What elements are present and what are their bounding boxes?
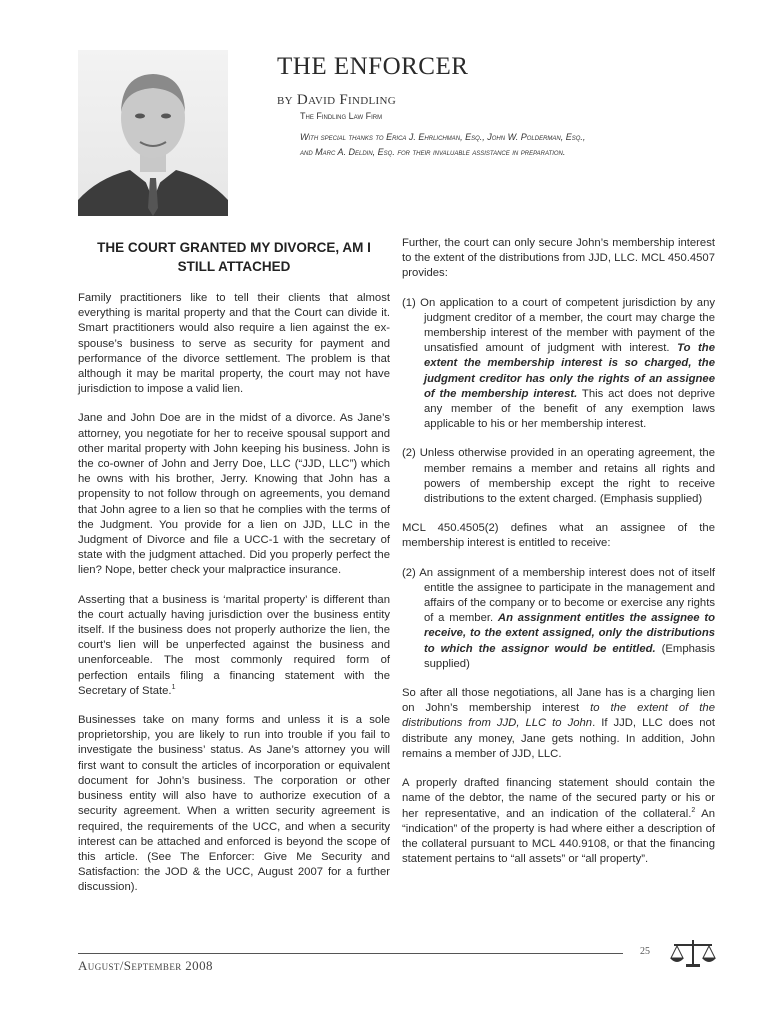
paragraph: Jane and John Doe are in the midst of a divorce. As Jane’s attorney, you negotiate for her to receive spousal support and other marital property with John keeping his business. John is the co-owner of John and Jerry Doe, LLC (“JJD, LLC”) which he owns with his brother, Jerry. Knowing that John has a propensity to not follow through on agreements, you demand that John agree to a lien so that he complies with the terms of the Judgment. You provide for a lien on JJD, LLC in the Judgment of Divorce and file a UCC-1 with the secretary of state with the judgment attached. Did you properly perfect the lien? Nope, better check your malpractice insurance. (78, 412, 390, 577)
footnote-marker: 2 (691, 806, 696, 814)
statute-quote (402, 296, 715, 433)
paragraph (402, 686, 715, 762)
quote-emphasis: To the extent the membership interest is so charged, the judgment creditor has only the rights of an assignee of the membership interest. (424, 342, 715, 400)
paragraph-text: An “indication” of the property is had where either a description of the collateral pursuant to MCL 440.9108, or that the financing statement pertains to “all assets” or “all property”. (402, 807, 715, 866)
paragraph (78, 593, 390, 699)
acknowledgements (300, 130, 690, 160)
paragraph-text: Asserting that a business is ‘marital property’ is different than the court actually having jurisdiction over the business entity itself. If the business does not properly authorize the lien, the court’s lien will be unperfected against the business and unenforceable. The most commonly required form of perfection entails filing a financing statement with the Secretary of State. (78, 593, 390, 697)
footer-rule (78, 953, 623, 954)
paragraph-italic: to the extent of the distributions from JJD, LLC to John (402, 702, 715, 730)
paragraph (402, 776, 715, 867)
paragraph: Businesses take on many forms and unless it is a sole proprietorship, you are likely to run into trouble if you fail to investigate the business’ status. As Jane’s attorney you will first want to consult the articles of incorporation or equivalent document for John’s business. The corporation or other business entity will also have to authorize execution of a security agreement. When a written security agreement is required, the requirements of the UCC, and when a security interest can be attached and enforced is beyond the scope of this article. (See The Enforcer: Give Me Security and Satisfaction: the JOD & the UCC, August 2007 for a further discussion). (78, 714, 390, 894)
quote-text: (Emphasis supplied) (424, 642, 715, 670)
quote-emphasis: An assignment entitles the assignee to receive, to the extent assigned, only the distributions to which the assignor would be entitled. (424, 612, 715, 655)
paragraph: Family practitioners like to tell their clients that almost everything is marital property and that the Court can divide it. Smart practitioners would also require a lien against the ex-spouse’s business to serve as security for payment and performance of the divorce settlement. The problem is that although it may be marital property, the court may not have jurisdiction to impose a valid lien. (78, 292, 390, 396)
quote-text: This act does not deprive any member of the benefit of any exemption laws applicable to his or her membership interest. (424, 387, 715, 431)
article-title: THE ENFORCER (277, 53, 469, 80)
issue-date: August/September 2008 (78, 958, 213, 973)
quote-text: (2) An assignment of a membership interest does not of itself entitle the assignee to participate in the management and affairs of the company or to become or exercise any rights of a member. (402, 566, 715, 625)
byline: by David Findling (277, 92, 396, 108)
scales-of-justice-icon (668, 938, 718, 968)
section-heading: THE COURT GRANTED MY DIVORCE, AM I STILL ATTACHED (97, 240, 371, 274)
acknowledgements-line-1: With special thanks to Erica J. Ehrlichman, Esq., John W. Polderman, Esq., (300, 132, 586, 142)
page-number: 25 (640, 946, 650, 957)
paragraph: MCL 450.4505(2) defines what an assignee of the membership interest is entitled to receive: (402, 522, 715, 550)
quote-text: (1) On application to a court of competent jurisdiction by any judgment creditor of a member, the court may charge the membership interest of the member with payment of the unsatisfied amount of judgment with interest. (402, 296, 715, 355)
author-photo (78, 50, 228, 216)
left-column (78, 291, 390, 910)
paragraph-text: . If JJD, LLC does not distribute any money, Jane gets nothing. In addition, John remains a member of JJD, LLC. (402, 717, 715, 760)
footnote-marker: 1 (171, 684, 176, 692)
firm-name: The Findling Law Firm (300, 111, 383, 121)
statute-quote: (2) Unless otherwise provided in an operating agreement, the member remains a member and retains all rights and powers of membership except the right to receive distributions to the extent charged. (Emphasis supplied) (402, 447, 715, 506)
right-column (402, 236, 715, 881)
acknowledgements-line-2: and Marc A. Deldin, Esq. for their invaluable assistance in preparation. (300, 147, 566, 157)
paragraph-text: A properly drafted financing statement should contain the name of the debtor, the name of the secured party or his or her representative, and an indication of the collateral. (402, 777, 715, 820)
statute-quote (402, 566, 715, 672)
paragraph-text: So after all those negotiations, all Jane has is a charging lien on John’s membership interest (402, 687, 715, 715)
paragraph: Further, the court can only secure John’s membership interest to the extent of the distributions from JJD, LLC. MCL 450.4507 provides: (402, 237, 715, 280)
